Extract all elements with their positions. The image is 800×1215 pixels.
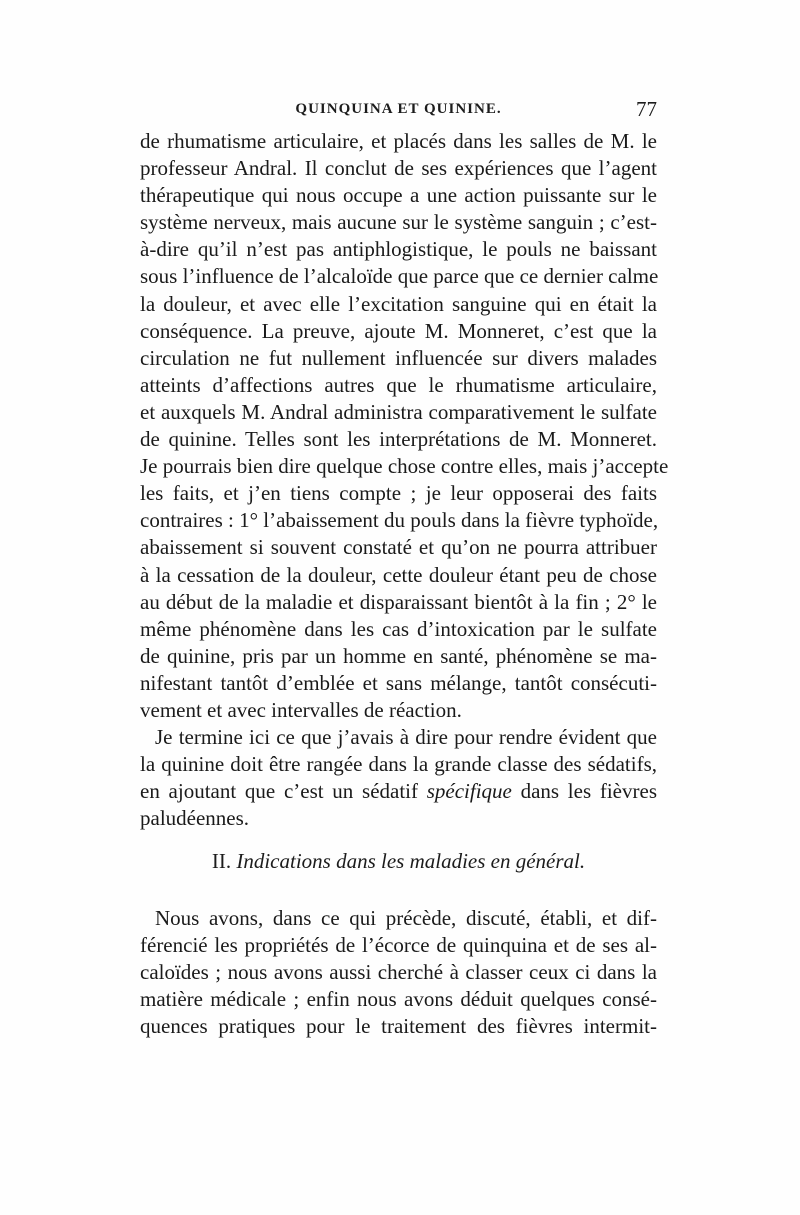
page-header: [140, 97, 657, 121]
text-line: contraires : 1° l’abaissement du pouls dans la fièvre typhoïde,: [140, 508, 659, 533]
text-line: vement et avec intervalles de réaction.: [140, 697, 462, 722]
text-line: matière médicale ; enfin nous avons déduit quelques consé-: [140, 987, 657, 1012]
running-title: QUINQUINA ET QUININE.: [295, 101, 502, 117]
text-line: de quinine. Telles sont les interprétations de M. Monneret.: [140, 427, 657, 452]
paragraph-conclusion: [140, 724, 657, 832]
text-line: sous l’influence de l’alcaloïde que parce que ce dernier calme: [140, 264, 659, 289]
text-line: abaissement si souvent constaté et qu’on ne pourra attribuer: [140, 535, 657, 560]
text-line: la quinine doit être rangée dans la grande classe des sédatifs,: [140, 752, 657, 777]
text-fragment: en ajoutant que c’est un sédatif: [140, 779, 427, 804]
page-number: 77: [636, 97, 657, 121]
paragraph-continuation: [140, 128, 669, 724]
text-line: les faits, et j’en tiens compte ; je leur opposerai des faits: [140, 481, 657, 506]
text-line: et auxquels M. Andral administra comparativement le sulfate: [140, 399, 657, 424]
text-line: à la cessation de la douleur, cette douleur étant peu de chose: [140, 562, 657, 587]
text-line: Je termine ici ce que j’avais à dire pour rendre évident que: [155, 725, 657, 749]
text-line: quences pratiques pour le traitement des fièvres intermit-: [140, 1014, 657, 1039]
section-number: II.: [211, 849, 232, 873]
text-line: même phénomène dans les cas d’intoxication par le sulfate: [140, 616, 657, 641]
text-line: férencié les propriétés de l’écorce de quinquina et de ses al-: [140, 933, 657, 958]
text-line: [140, 778, 657, 805]
text-line: la douleur, et avec elle l’excitation sanguine qui en était la: [140, 291, 657, 316]
text-line: paludéennes.: [140, 806, 250, 831]
paragraph-section-intro: [140, 905, 657, 1040]
text-line: Je pourrais bien dire quelque chose contre elles, mais j’accepte: [140, 454, 669, 479]
text-line: de quinine, pris par un homme en santé, phénomène se ma-: [140, 643, 657, 668]
text-line: de rhumatisme articulaire, et placés dans les salles de M. le: [140, 129, 657, 153]
text-line: conséquence. La preuve, ajoute M. Monneret, c’est que la: [140, 318, 657, 343]
text-fragment: dans les fièvres: [511, 779, 657, 804]
text-line: thérapeutique qui nous occupe a une action puissante sur le: [140, 183, 657, 208]
text-line: caloïdes ; nous avons aussi cherché à classer ceux ci dans la: [140, 960, 657, 985]
section-title: Indications dans les maladies en général.: [236, 849, 586, 873]
section-heading: [140, 848, 657, 875]
text-line: système nerveux, mais aucune sur le système sanguin ; c’est-: [140, 210, 657, 235]
text-line: nifestant tantôt d’emblée et sans mélange, tantôt consécuti-: [140, 670, 657, 695]
text-line: au début de la maladie et disparaissant bientôt à la fin ; 2° le: [140, 589, 657, 614]
text-line: Nous avons, dans ce qui précède, discuté, établi, et dif-: [155, 906, 657, 930]
text-line: à-dire qu’il n’est pas antiphlogistique, le pouls ne baissant: [140, 237, 657, 262]
emphasis-text: spécifique: [426, 779, 512, 804]
text-line: atteints d’affections autres que le rhumatisme articulaire,: [140, 372, 657, 397]
text-line: circulation ne fut nullement influencée sur divers malades: [140, 345, 657, 370]
text-line: professeur Andral. Il conclut de ses expériences que l’agent: [140, 156, 657, 181]
